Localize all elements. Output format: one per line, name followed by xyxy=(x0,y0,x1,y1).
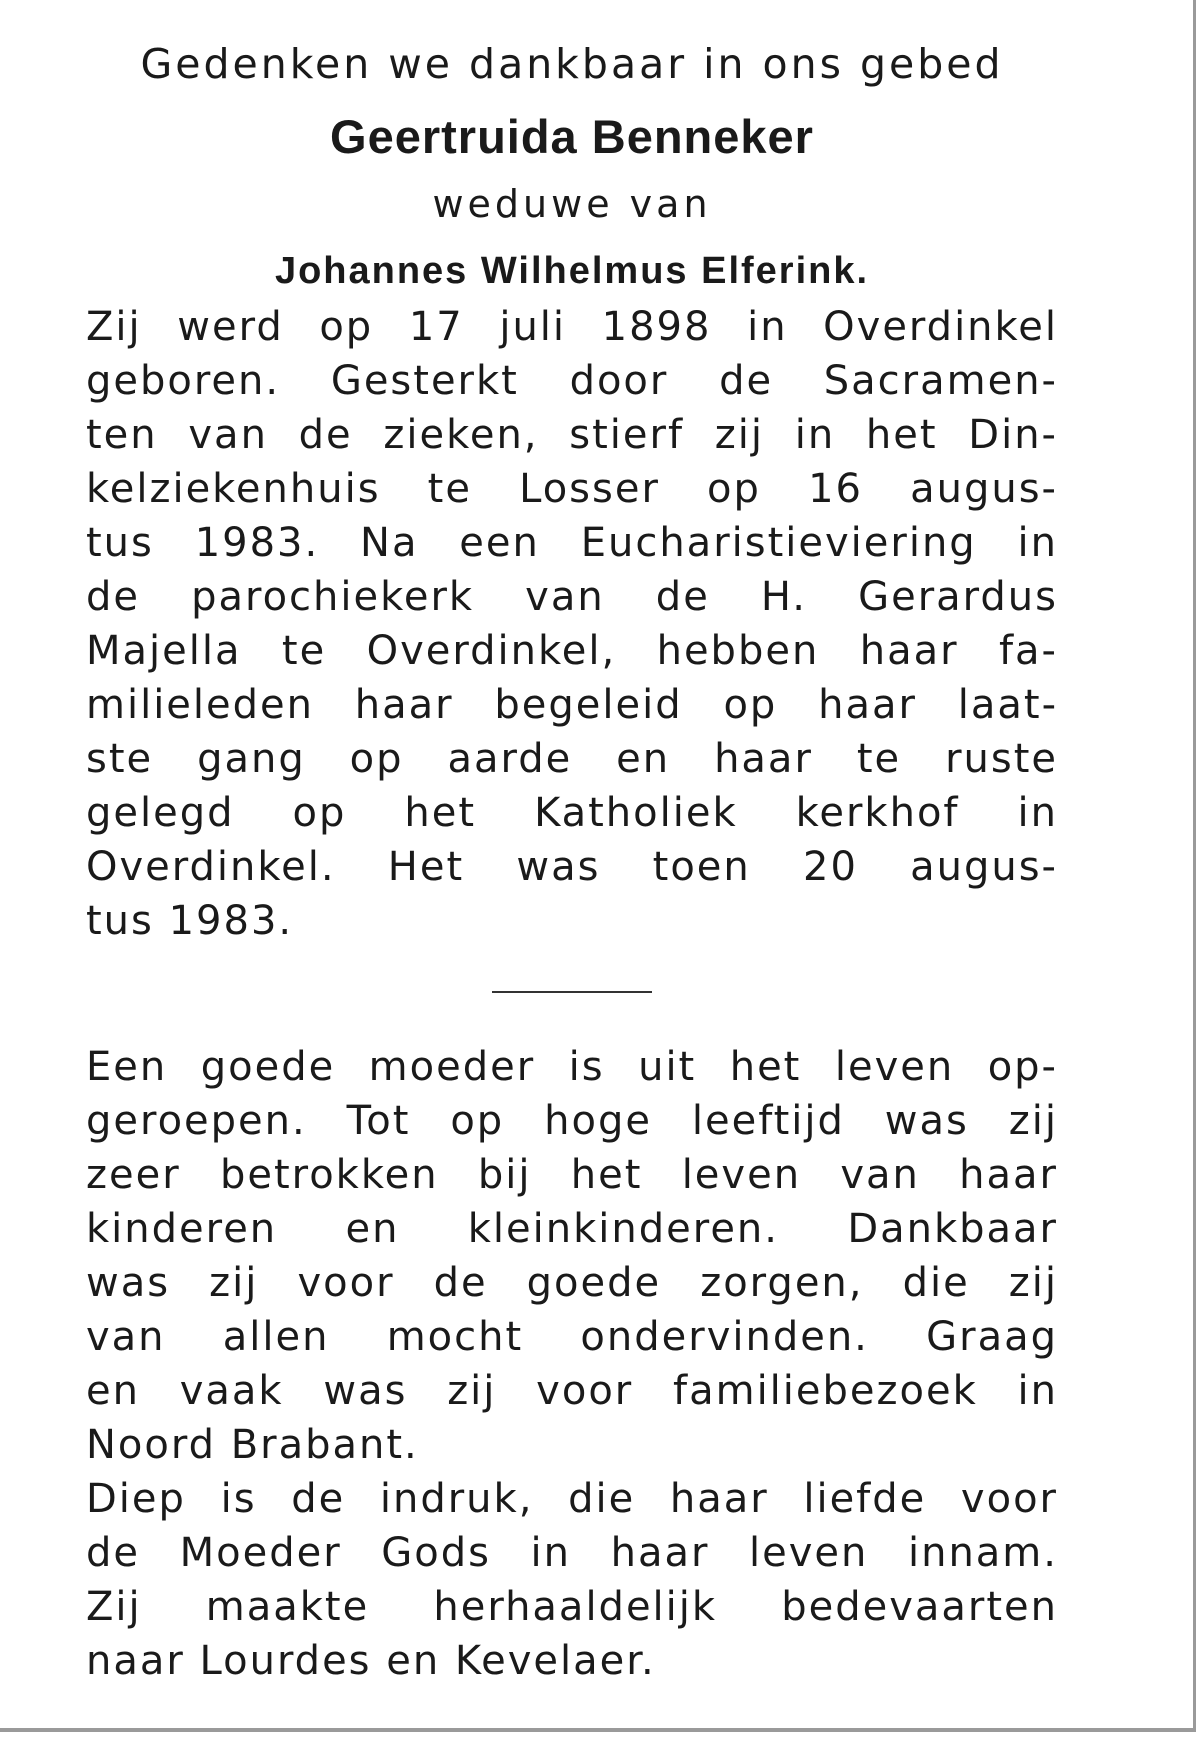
text-line: Noord Brabant. xyxy=(86,1422,419,1468)
text-line: naar Lourdes en Kevelaer. xyxy=(86,1638,656,1684)
text-line: Zij werd op 17 juli 1898 in Overdinkel xyxy=(86,304,1058,350)
tribute-paragraph xyxy=(86,1040,1058,1688)
text-line: de parochiekerk van de H. Gerardus xyxy=(86,574,1058,620)
text-line: kelziekenhuis te Losser op 16 augus- xyxy=(86,466,1058,512)
biography-paragraph xyxy=(86,300,1058,948)
card-header: Gedenken we dankbaar in ons gebed xyxy=(140,40,1004,88)
husband-name: Johannes Wilhelmus Elferink. xyxy=(274,250,870,292)
text-line: Diep is de indruk, die haar liefde voor xyxy=(86,1476,1058,1522)
text-line: gelegd op het Katholiek kerkhof in xyxy=(86,790,1058,836)
text-line: van allen mocht ondervinden. Graag xyxy=(86,1314,1058,1360)
text-line: ste gang op aarde en haar te ruste xyxy=(86,736,1058,782)
text-line: tus 1983. Na een Eucharistieviering in xyxy=(86,520,1058,566)
deceased-name: Geertruida Benneker xyxy=(330,110,814,163)
text-line: de Moeder Gods in haar leven innam. xyxy=(86,1530,1058,1576)
text-line: geroepen. Tot op hoge leeftijd was zij xyxy=(86,1098,1058,1144)
widow-of-label: weduwe van xyxy=(432,182,712,226)
text-line: Zij maakte herhaaldelijk bedevaarten xyxy=(86,1584,1058,1630)
text-line: Majella te Overdinkel, hebben haar fa- xyxy=(86,628,1058,674)
text-line: Een goede moeder is uit het leven op- xyxy=(86,1044,1058,1090)
text-line: was zij voor de goede zorgen, die zij xyxy=(86,1260,1058,1306)
text-line: ten van de zieken, stierf zij in het Din- xyxy=(86,412,1058,458)
text-line: milieleden haar begeleid op haar laat- xyxy=(86,682,1058,728)
card-content xyxy=(86,38,1058,1688)
text-line: geboren. Gesterkt door de Sacramen- xyxy=(86,358,1058,404)
text-line: tus 1983. xyxy=(86,898,294,944)
text-line: zeer betrokken bij het leven van haar xyxy=(86,1152,1058,1198)
text-line: en vaak was zij voor familiebezoek in xyxy=(86,1368,1058,1414)
section-divider xyxy=(492,991,652,993)
text-line: kinderen en kleinkinderen. Dankbaar xyxy=(86,1206,1058,1252)
text-line: Overdinkel. Het was toen 20 augus- xyxy=(86,844,1058,890)
